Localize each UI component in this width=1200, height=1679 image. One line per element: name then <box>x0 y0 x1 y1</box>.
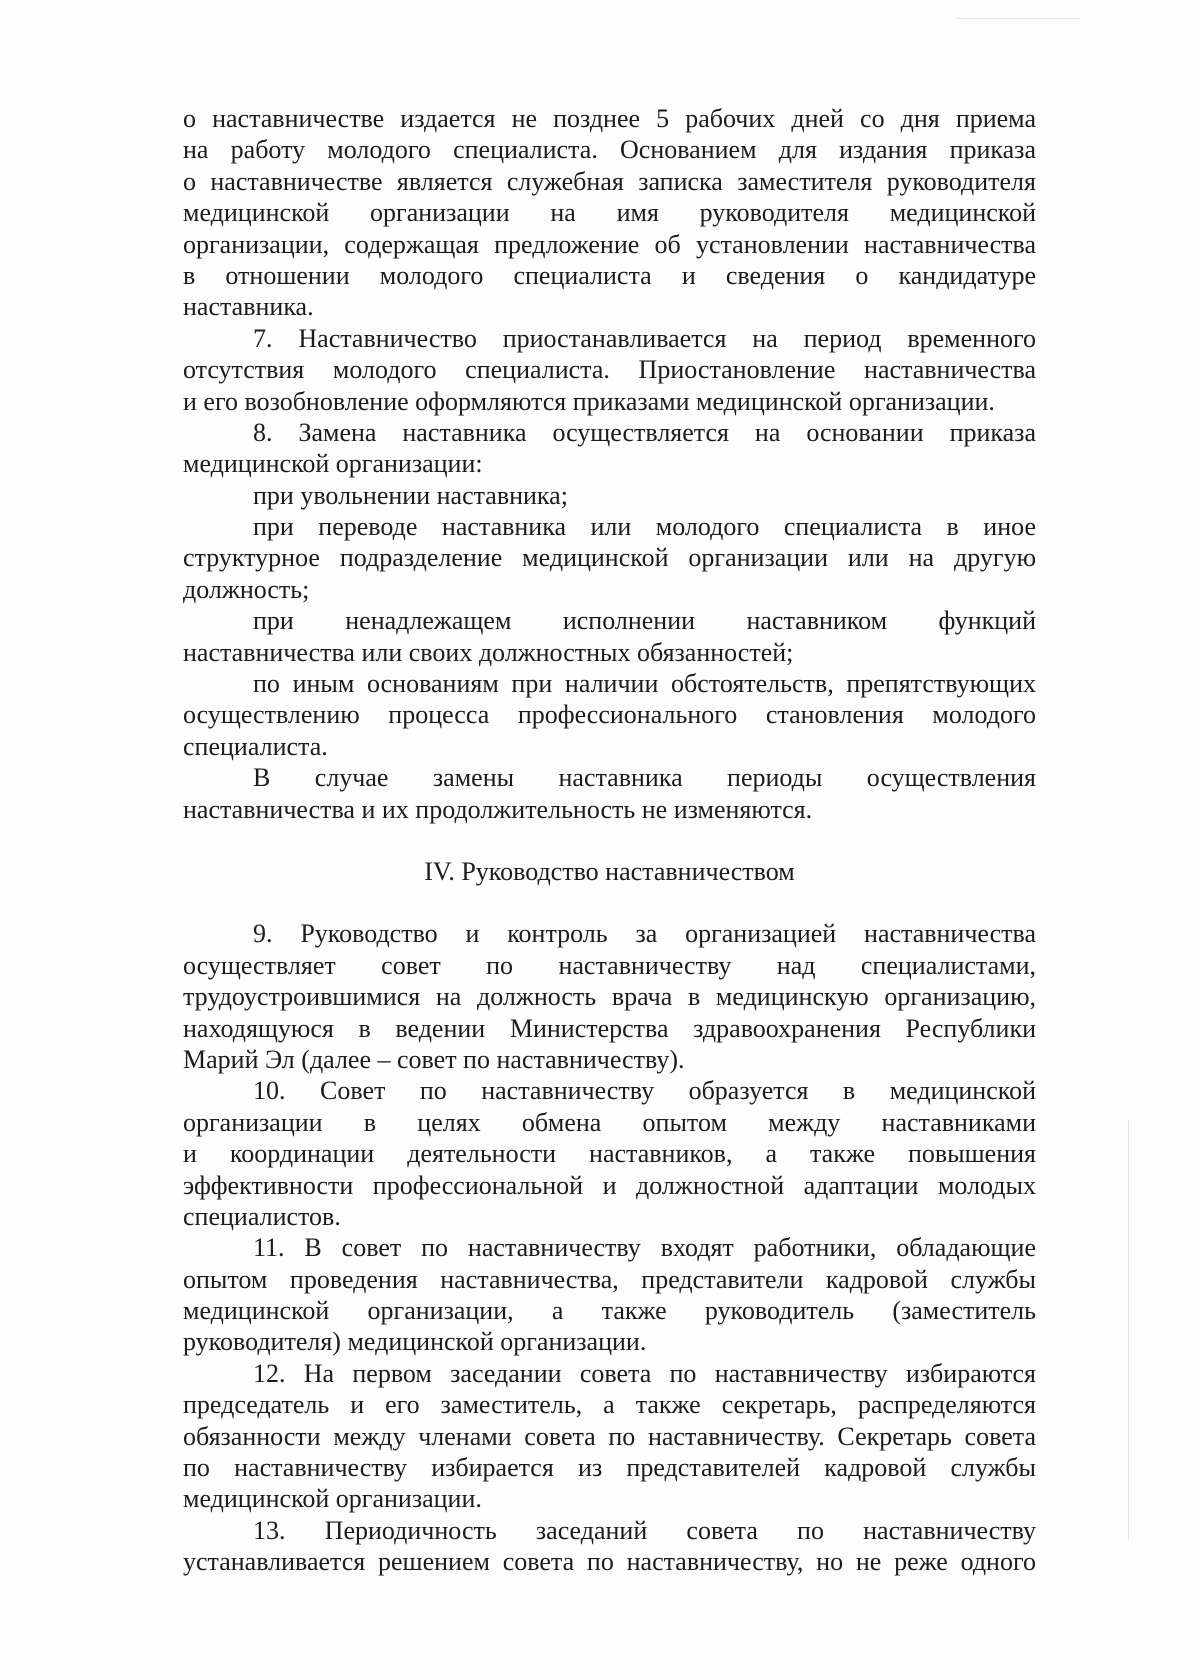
body-line: устанавливается решением совета по наставничеству, но не реже одного <box>183 1547 1036 1577</box>
body-line: Марий Эл (далее – совет по наставничеству). <box>183 1044 685 1074</box>
body-line: В случае замены наставника периоды осуществления <box>253 763 1036 793</box>
body-line: структурное подразделение медицинской организации или на другую <box>183 543 1036 573</box>
section-heading: IV. Руководство наставничеством <box>424 856 795 886</box>
body-line: медицинской организации на имя руководителя медицинской <box>183 198 1036 228</box>
body-line: в отношении молодого специалиста и сведения о кандидатуре <box>183 260 1036 290</box>
body-line: председатель и его заместитель, а также секретарь, распределяются <box>183 1390 1036 1420</box>
body-line: организации в целях обмена опытом между наставниками <box>183 1107 1036 1137</box>
paragraph-11-start: 11. В совет по наставничеству входят работники, обладающие <box>253 1233 1036 1263</box>
scan-artifact-top <box>955 18 1080 19</box>
body-line: опытом проведения наставничества, представители кадровой службы <box>183 1264 1036 1294</box>
paragraph-12-start: 12. На первом заседании совета по наставничеству избираются <box>253 1358 1036 1388</box>
body-line: обязанности между членами совета по наставничеству. Секретарь совета <box>183 1421 1036 1451</box>
body-line: наставничества и их продолжительность не изменяются. <box>183 794 813 824</box>
body-line: о наставничестве издается не позднее 5 рабочих дней со дня приема <box>183 104 1036 133</box>
body-line: отсутствия молодого специалиста. Приостановление наставничества <box>183 355 1036 385</box>
body-line: наставничества или своих должностных обязанностей; <box>183 637 794 667</box>
body-line: находящуюся в ведении Министерства здравоохранения Республики <box>183 1013 1036 1043</box>
paragraph-7-start: 7. Наставничество приостанавливается на период временного <box>253 323 1036 353</box>
body-line: осуществляет совет по наставничеству над специалистами, <box>183 950 1036 980</box>
body-line: медицинской организации, а также руководитель (заместитель <box>183 1296 1036 1326</box>
body-line: эффективности профессиональной и должностной адаптации молодых <box>183 1170 1036 1200</box>
list-item: при увольнении наставника; <box>253 480 568 510</box>
document-body <box>183 103 1036 1578</box>
paragraph-10-start: 10. Совет по наставничеству образуется в медицинской <box>253 1076 1036 1106</box>
body-line: специалистов. <box>183 1201 341 1231</box>
body-line: по наставничеству избирается из представителей кадровой службы <box>183 1453 1036 1483</box>
body-line: осуществлению процесса профессионального становления молодого <box>183 700 1036 730</box>
body-line: медицинской организации. <box>183 1484 482 1514</box>
scan-artifact-right <box>1128 1120 1129 1540</box>
body-line: медицинской организации: <box>183 449 483 479</box>
body-line: наставника. <box>183 292 314 322</box>
body-line: и его возобновление оформляются приказами медицинской организации. <box>183 386 995 416</box>
body-line: на работу молодого специалиста. Основанием для издания приказа <box>183 135 1036 165</box>
body-line: о наставничестве является служебная записка заместителя руководителя <box>183 166 1036 196</box>
list-item: при переводе наставника или молодого специалиста в иное <box>253 512 1036 542</box>
body-line: трудоустроившимися на должность врача в медицинскую организацию, <box>183 982 1036 1012</box>
body-line: должность; <box>183 574 310 604</box>
paragraph-8-start: 8. Замена наставника осуществляется на основании приказа <box>253 417 1036 447</box>
paragraph-9-start: 9. Руководство и контроль за организацией наставничества <box>253 919 1036 949</box>
body-line: специалиста. <box>183 731 328 761</box>
list-item: по иным основаниям при наличии обстоятельств, препятствующих <box>253 669 1036 699</box>
body-line: организации, содержащая предложение об установлении наставничества <box>183 229 1036 259</box>
paragraph-13-start: 13. Периодичность заседаний совета по наставничеству <box>253 1515 1036 1545</box>
body-line: руководителя) медицинской организации. <box>183 1327 647 1357</box>
list-item: при ненадлежащем исполнении наставником функций <box>253 606 1036 636</box>
body-line: и координации деятельности наставников, а также повышения <box>183 1139 1036 1169</box>
